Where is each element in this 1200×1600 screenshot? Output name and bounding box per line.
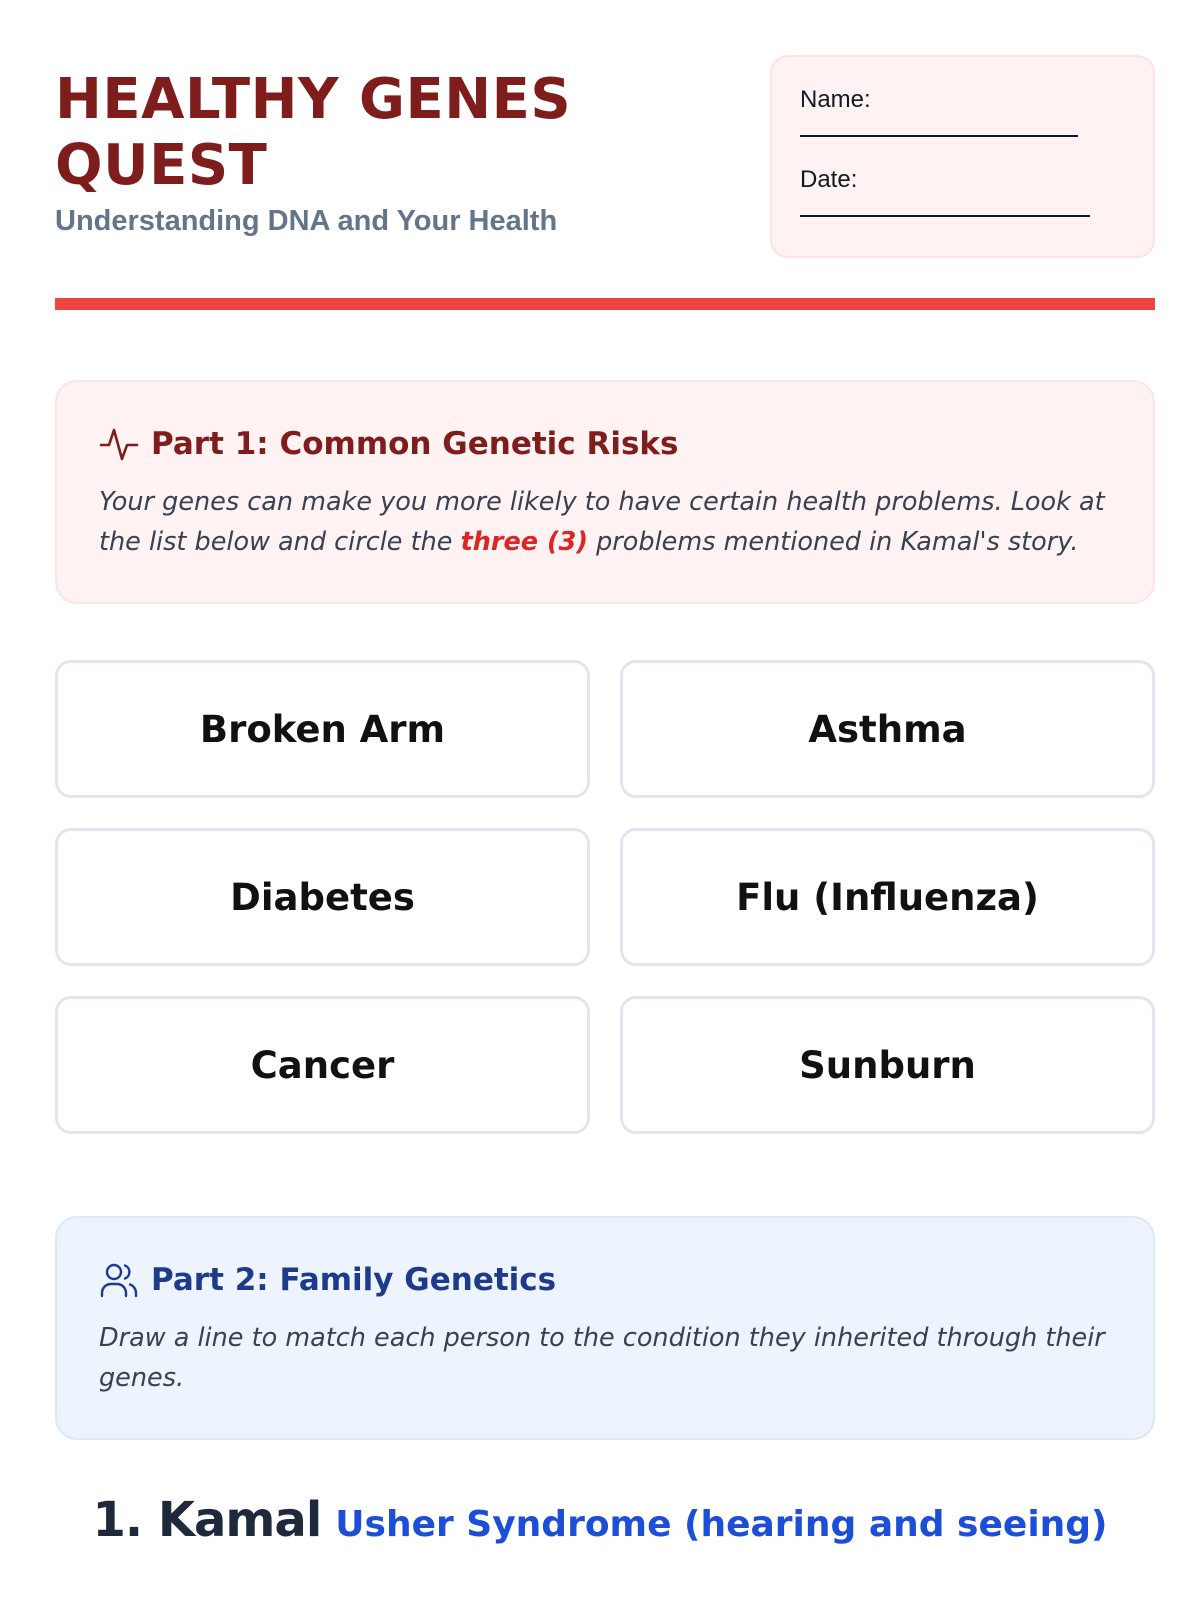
matching-row (0, 1492, 1200, 1548)
part2-section (55, 1216, 1155, 1440)
name-label: Name: (800, 86, 871, 113)
part2-heading (99, 1260, 1111, 1300)
condition-diabetes[interactable]: Diabetes (55, 828, 590, 966)
part1-text-start: Your genes can make you more likely to have certain health problems. Look at the list below and circle the (99, 487, 1105, 557)
condition-sunburn[interactable]: Sunburn (620, 996, 1155, 1134)
header-divider (55, 298, 1155, 310)
conditions-grid (55, 660, 1155, 1134)
condition-usher-syndrome[interactable]: Usher Syndrome (hearing and seeing) (335, 1504, 1108, 1545)
part1-section (55, 380, 1155, 604)
condition-broken-arm[interactable]: Broken Arm (55, 660, 590, 798)
name-date-box (770, 55, 1155, 258)
person-kamal[interactable]: 1. Kamal (92, 1492, 322, 1548)
users-icon (99, 1260, 139, 1300)
part1-emphasis: three (3) (460, 527, 589, 557)
date-field[interactable] (800, 215, 1090, 217)
worksheet-header (55, 55, 1155, 265)
part2-title: Part 2: Family Genetics (151, 1262, 557, 1298)
page-title: HEALTHY GENES QUEST (55, 67, 572, 198)
condition-cancer[interactable]: Cancer (55, 996, 590, 1134)
condition-flu[interactable]: Flu (Influenza) (620, 828, 1155, 966)
activity-pulse-icon (99, 424, 139, 464)
date-label: Date: (800, 166, 858, 193)
part1-instructions (99, 482, 1111, 562)
part1-text-end: problems mentioned in Kamal's story. (588, 527, 1079, 557)
condition-asthma[interactable]: Asthma (620, 660, 1155, 798)
name-field[interactable] (800, 135, 1078, 137)
part1-heading (99, 424, 1111, 464)
part1-title: Part 1: Common Genetic Risks (151, 426, 679, 462)
page-subtitle: Understanding DNA and Your Health (55, 205, 558, 237)
part2-instructions: Draw a line to match each person to the condition they inherited through their genes. (99, 1323, 1105, 1393)
